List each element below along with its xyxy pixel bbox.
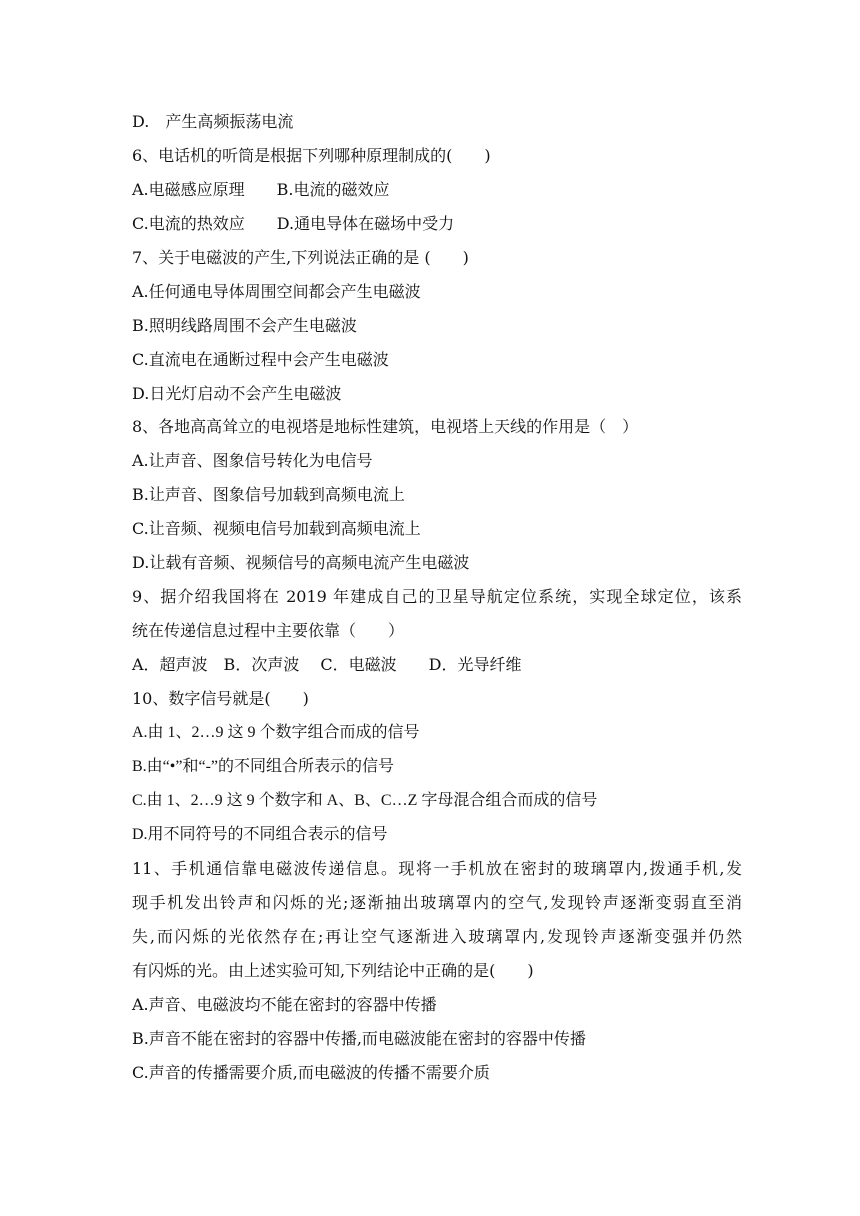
q8-option-b: B.让声音、图象信号加载到高频电流上 (132, 485, 405, 504)
q11-stem-line-1: 11、手机通信靠电磁波传递信息。现将一手机放在密封的玻璃罩内,拨通手机,发 (132, 859, 742, 878)
q5-option-d: D. 产生高频振荡电流 (132, 112, 294, 131)
q6-stem: 6、电话机的听筒是根据下列哪种原理制成的( ) (132, 146, 491, 165)
q6-options-cd: C.电流的热效应 D.通电导体在磁场中受力 (132, 214, 455, 233)
q11-option-c: C.声音的传播需要介质,而电磁波的传播不需要介质 (132, 1063, 490, 1082)
q8-option-d: D.让载有音频、视频信号的高频电流产生电磁波 (132, 553, 470, 572)
q7-option-b: B.照明线路周围不会产生电磁波 (132, 316, 357, 335)
q9-stem-line-1: 9、据介绍我国将在 2019 年建成自己的卫星导航定位系统，实现全球定位，该系 (132, 587, 742, 606)
q10-option-b: B.由“•”和“-”的不同组合所表示的信号 (132, 758, 395, 775)
q10-stem: 10、数字信号就是( ) (132, 689, 309, 708)
q10-option-d: D.用不同符号的不同组合表示的信号 (132, 826, 388, 843)
q8-option-c: C.让音频、视频电信号加载到高频电流上 (132, 519, 421, 538)
q8-option-a: A.让声音、图象信号转化为电信号 (132, 451, 373, 470)
q7-option-c: C.直流电在通断过程中会产生电磁波 (132, 350, 389, 369)
q11-option-b: B.声音不能在密封的容器中传播,而电磁波能在密封的容器中传播 (132, 1029, 586, 1048)
q10-option-c: C.由 1、2…9 这 9 个数字和 A、B、C…Z 字母混合组合而成的信号 (132, 792, 598, 809)
q11-stem-line-4: 有闪烁的光。由上述实验可知,下列结论中正确的是( ) (132, 961, 534, 980)
q7-option-a: A.任何通电导体周围空间都会产生电磁波 (132, 282, 421, 301)
q7-stem: 7、关于电磁波的产生,下列说法正确的是 ( ) (132, 248, 469, 267)
q11-stem-line-3: 失,而闪烁的光依然存在;再让空气逐渐进入玻璃罩内,发现铃声逐渐变强并仍然 (132, 927, 742, 946)
q11-stem-line-2: 现手机发出铃声和闪烁的光;逐渐抽出玻璃罩内的空气,发现铃声逐渐变弱直至消 (132, 893, 742, 912)
q10-option-a: A.由 1、2…9 这 9 个数字组合而成的信号 (132, 724, 420, 741)
q6-options-ab: A.电磁感应原理 B.电流的磁效应 (132, 180, 390, 199)
q11-option-a: A.声音、电磁波均不能在密封的容器中传播 (132, 995, 437, 1014)
q9-options: A．超声波 B．次声波 C．电磁波 D．光导纤维 (132, 655, 522, 674)
q9-stem-line-2: 统在传递信息过程中主要依靠（ ） (132, 621, 405, 640)
q8-stem: 8、各地高高耸立的电视塔是地标性建筑，电视塔上天线的作用是（ ） (132, 417, 639, 436)
q7-option-d: D.日光灯启动不会产生电磁波 (132, 384, 342, 403)
